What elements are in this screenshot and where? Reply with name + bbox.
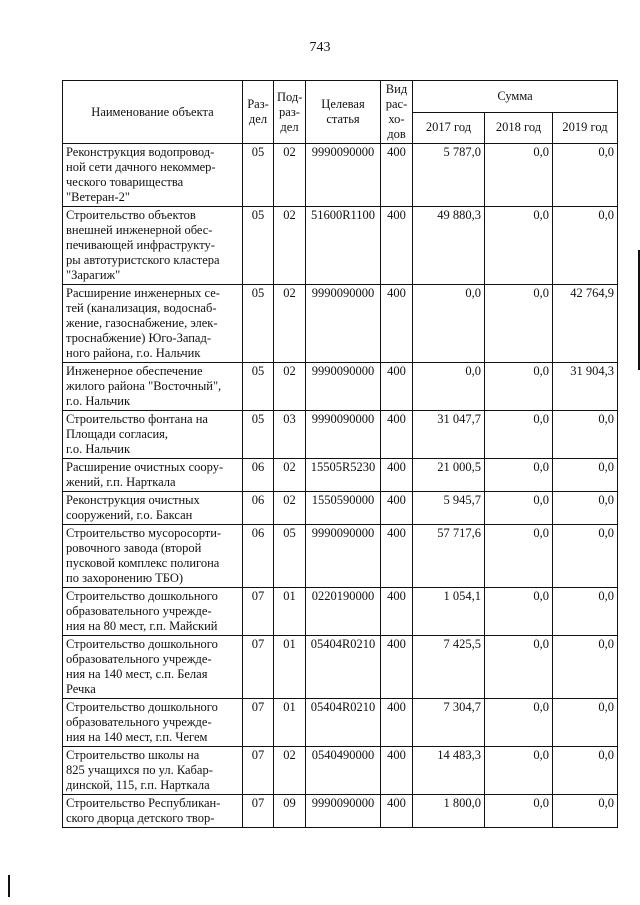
cell-name: Строительство мусоросорти- ровочного завода (второй пусковой комплекс полигона по захоронению ТБО) — [63, 525, 243, 588]
cell-target-item: 9990090000 — [306, 144, 381, 207]
cell-2018: 0,0 — [485, 411, 553, 459]
cell-expense-type: 400 — [381, 492, 413, 525]
cell-expense-type: 400 — [381, 525, 413, 588]
cell-subsection: 02 — [274, 285, 306, 363]
header-target-item: Целевая статья — [306, 81, 381, 144]
header-year-2019: 2019 год — [553, 112, 618, 144]
cell-subsection: 02 — [274, 144, 306, 207]
cell-target-item: 9990090000 — [306, 525, 381, 588]
cell-subsection: 03 — [274, 411, 306, 459]
cell-2017: 7 425,5 — [413, 636, 485, 699]
cell-name: Реконструкция очистных сооружений, г.о. Баксан — [63, 492, 243, 525]
header-expense-type: Вид рас- хо- дов — [381, 81, 413, 144]
cell-2019: 0,0 — [553, 699, 618, 747]
cell-2019: 0,0 — [553, 588, 618, 636]
cell-name: Строительство школы на 825 учащихся по ул. Кабар- динской, 115, г.п. Нарткала — [63, 747, 243, 795]
cell-target-item: 1550590000 — [306, 492, 381, 525]
cell-2018: 0,0 — [485, 636, 553, 699]
cell-name: Строительство дошкольного образовательного учрежде- ния на 140 мест, с.п. Белая Речка — [63, 636, 243, 699]
cell-2017: 14 483,3 — [413, 747, 485, 795]
cell-2017: 7 304,7 — [413, 699, 485, 747]
cell-subsection: 02 — [274, 207, 306, 285]
cell-section: 07 — [243, 795, 274, 828]
cell-section: 06 — [243, 459, 274, 492]
cell-2018: 0,0 — [485, 795, 553, 828]
cell-2017: 0,0 — [413, 285, 485, 363]
cell-2017: 31 047,7 — [413, 411, 485, 459]
cell-section: 05 — [243, 411, 274, 459]
cell-section: 05 — [243, 144, 274, 207]
cell-section: 07 — [243, 699, 274, 747]
cell-2019: 0,0 — [553, 795, 618, 828]
table-body — [63, 144, 618, 828]
header-year-2018: 2018 год — [485, 112, 553, 144]
cell-expense-type: 400 — [381, 144, 413, 207]
cell-2017: 0,0 — [413, 363, 485, 411]
cell-name: Строительство фонтана на Площади согласия, г.о. Нальчик — [63, 411, 243, 459]
cell-2018: 0,0 — [485, 588, 553, 636]
table-row — [63, 492, 618, 525]
header-year-2017: 2017 год — [413, 112, 485, 144]
cell-2017: 49 880,3 — [413, 207, 485, 285]
table-row — [63, 144, 618, 207]
cell-target-item: 9990090000 — [306, 411, 381, 459]
cell-2017: 5 787,0 — [413, 144, 485, 207]
cell-name: Строительство дошкольного образовательного учрежде- ния на 140 мест, г.п. Чегем — [63, 699, 243, 747]
cell-expense-type: 400 — [381, 207, 413, 285]
cell-2019: 0,0 — [553, 636, 618, 699]
cell-2019: 0,0 — [553, 144, 618, 207]
cell-name: Строительство дошкольного образовательного учрежде- ния на 80 мест, г.п. Майский — [63, 588, 243, 636]
cell-2019: 0,0 — [553, 747, 618, 795]
table-row — [63, 795, 618, 828]
cell-name: Строительство Республикан- ского дворца детского твор- — [63, 795, 243, 828]
cell-subsection: 09 — [274, 795, 306, 828]
cell-subsection: 02 — [274, 492, 306, 525]
cell-2019: 0,0 — [553, 459, 618, 492]
cell-expense-type: 400 — [381, 285, 413, 363]
cell-2019: 0,0 — [553, 525, 618, 588]
cell-section: 07 — [243, 636, 274, 699]
cell-section: 05 — [243, 363, 274, 411]
cell-expense-type: 400 — [381, 459, 413, 492]
cell-subsection: 02 — [274, 747, 306, 795]
cell-subsection: 01 — [274, 588, 306, 636]
cell-expense-type: 400 — [381, 588, 413, 636]
page-number: 743 — [309, 40, 331, 55]
cell-expense-type: 400 — [381, 363, 413, 411]
cell-subsection: 01 — [274, 636, 306, 699]
cell-expense-type: 400 — [381, 747, 413, 795]
cell-2019: 0,0 — [553, 207, 618, 285]
table-row — [63, 207, 618, 285]
header-row — [63, 81, 618, 113]
table-row — [63, 363, 618, 411]
cell-2018: 0,0 — [485, 285, 553, 363]
cell-target-item: 15505R5230 — [306, 459, 381, 492]
cell-2017: 1 054,1 — [413, 588, 485, 636]
cell-subsection: 02 — [274, 363, 306, 411]
table-row — [63, 285, 618, 363]
cell-expense-type: 400 — [381, 699, 413, 747]
cell-2017: 57 717,6 — [413, 525, 485, 588]
cell-2017: 1 800,0 — [413, 795, 485, 828]
header-subsection: Под- раз- дел — [274, 81, 306, 144]
cell-name: Строительство объектов внешней инженерной обес- печивающей инфраструкту- ры автотуристского кластера "Зарагиж" — [63, 207, 243, 285]
cell-2018: 0,0 — [485, 459, 553, 492]
table-row — [63, 699, 618, 747]
table-row — [63, 747, 618, 795]
cell-2017: 21 000,5 — [413, 459, 485, 492]
cell-expense-type: 400 — [381, 636, 413, 699]
cell-name: Расширение очистных соору- жений, г.п. Нарткала — [63, 459, 243, 492]
cell-2019: 0,0 — [553, 492, 618, 525]
cell-2018: 0,0 — [485, 144, 553, 207]
cell-target-item: 9990090000 — [306, 285, 381, 363]
cell-target-item: 0540490000 — [306, 747, 381, 795]
header-sum: Сумма — [413, 81, 618, 113]
cell-section: 07 — [243, 588, 274, 636]
cell-2018: 0,0 — [485, 207, 553, 285]
cell-2019: 0,0 — [553, 411, 618, 459]
cell-2018: 0,0 — [485, 363, 553, 411]
cell-subsection: 01 — [274, 699, 306, 747]
cell-target-item: 0220190000 — [306, 588, 381, 636]
cell-name: Расширение инженерных се- тей (канализация, водоснаб- жение, газоснабжение, элек- троснабжение) Юго-Запад- ного района, г.о. Нальчик — [63, 285, 243, 363]
cell-name: Инженерное обеспечение жилого района "Восточный", г.о. Нальчик — [63, 363, 243, 411]
cell-subsection: 05 — [274, 525, 306, 588]
cell-target-item: 05404R0210 — [306, 636, 381, 699]
cell-2017: 5 945,7 — [413, 492, 485, 525]
cell-name: Реконструкция водопровод- ной сети дачного некоммер- ческого товарищества "Ветеран-2" — [63, 144, 243, 207]
scan-edge-mark — [8, 875, 10, 897]
cell-2018: 0,0 — [485, 492, 553, 525]
table-row — [63, 459, 618, 492]
cell-expense-type: 400 — [381, 411, 413, 459]
cell-2019: 31 904,3 — [553, 363, 618, 411]
table-row — [63, 411, 618, 459]
cell-section: 06 — [243, 492, 274, 525]
cell-target-item: 9990090000 — [306, 363, 381, 411]
budget-table — [62, 80, 618, 828]
cell-target-item: 05404R0210 — [306, 699, 381, 747]
cell-section: 05 — [243, 285, 274, 363]
table-row — [63, 525, 618, 588]
cell-2018: 0,0 — [485, 747, 553, 795]
cell-section: 05 — [243, 207, 274, 285]
cell-2018: 0,0 — [485, 525, 553, 588]
cell-expense-type: 400 — [381, 795, 413, 828]
table-row — [63, 588, 618, 636]
cell-section: 07 — [243, 747, 274, 795]
cell-2019: 42 764,9 — [553, 285, 618, 363]
table-row — [63, 636, 618, 699]
cell-target-item: 51600R1100 — [306, 207, 381, 285]
header-name: Наименование объекта — [63, 81, 243, 144]
cell-subsection: 02 — [274, 459, 306, 492]
header-section: Раз- дел — [243, 81, 274, 144]
cell-target-item: 9990090000 — [306, 795, 381, 828]
cell-section: 06 — [243, 525, 274, 588]
cell-2018: 0,0 — [485, 699, 553, 747]
